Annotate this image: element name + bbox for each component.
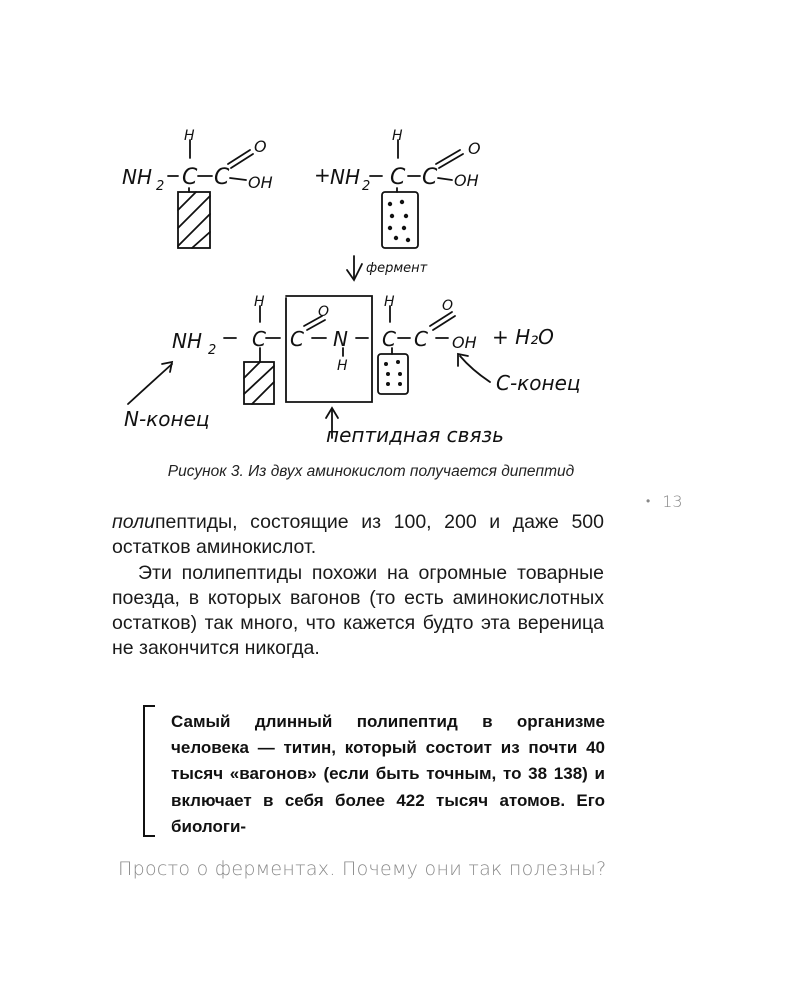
label-enzyme: фермент: [366, 261, 428, 276]
label-c-7: C: [382, 327, 396, 351]
label-c-6: C: [290, 327, 304, 351]
callout-bracket: [143, 705, 155, 837]
label-oh-1: OH: [248, 173, 273, 192]
label-c-3: C: [390, 165, 406, 190]
label-c-2: C: [214, 165, 230, 190]
side-chain-box-4: [378, 354, 408, 394]
label-sub2-1: 2: [156, 179, 165, 194]
page-number: [646, 492, 683, 511]
dipeptide-formation-figure: [100, 120, 640, 460]
label-oh-2: OH: [454, 171, 479, 190]
label-o-2: O: [468, 139, 481, 158]
side-chain-box-2: [382, 192, 418, 248]
label-nh2-1: NH: [122, 165, 152, 189]
label-c-4: C: [422, 165, 438, 190]
label-n-terminus: N-конец: [124, 407, 210, 431]
label-sub2-3: 2: [208, 343, 217, 358]
label-h-5: H: [384, 294, 395, 310]
running-footer: Просто о ферментах. Почему они так полезны?: [118, 858, 607, 880]
label-c-8: C: [414, 327, 428, 351]
label-nh2-3: NH: [172, 329, 202, 353]
label-nh2-2: NH: [330, 165, 360, 189]
paragraph-1-rest: пептиды, состоящие из 100, 200 и даже 500 остатков аминокислот.: [112, 511, 604, 559]
label-h-1: H: [184, 128, 195, 144]
label-peptide-bond: пептидная связь: [326, 423, 504, 447]
page-number-dot: •: [646, 494, 651, 508]
label-c-1: C: [182, 165, 198, 190]
callout-text: Самый длинный полипептид в организме человека — титин, который состоит из почти 40 тысяч «вагонов» (если быть точным, то 38 138) и включает в себя более 422 тысяч атомов. Его биологи-: [171, 712, 605, 836]
callout-box: [143, 705, 605, 835]
paragraph-2: Эти полипептиды похожи на огромные товарные поезда, в которых вагонов (то есть аминокислотных остатков) так много, что кажется будто эта вереница не закончится никогда.: [112, 561, 604, 660]
paragraph-1: [112, 510, 604, 561]
label-o-3: O: [318, 304, 330, 320]
label-oh-3: OH: [452, 333, 477, 352]
label-c-5: C: [252, 327, 266, 351]
paragraph-1-italic: поли: [112, 511, 155, 533]
label-c-terminus: C-конец: [496, 371, 581, 395]
label-plus-1: +: [314, 163, 331, 187]
label-h-3: H: [254, 294, 265, 310]
label-n: N: [333, 327, 348, 351]
body-text: [112, 510, 604, 662]
label-o-1: O: [254, 137, 267, 156]
page-number-value: 13: [662, 492, 683, 511]
label-sub2-2: 2: [362, 179, 371, 194]
figure-caption: Рисунок 3. Из двух аминокислот получается дипептид: [167, 463, 575, 480]
label-h-2: H: [392, 128, 403, 144]
label-h-4: H: [337, 358, 348, 374]
label-h2o: + H₂O: [492, 325, 554, 349]
label-o-4: O: [442, 298, 454, 314]
